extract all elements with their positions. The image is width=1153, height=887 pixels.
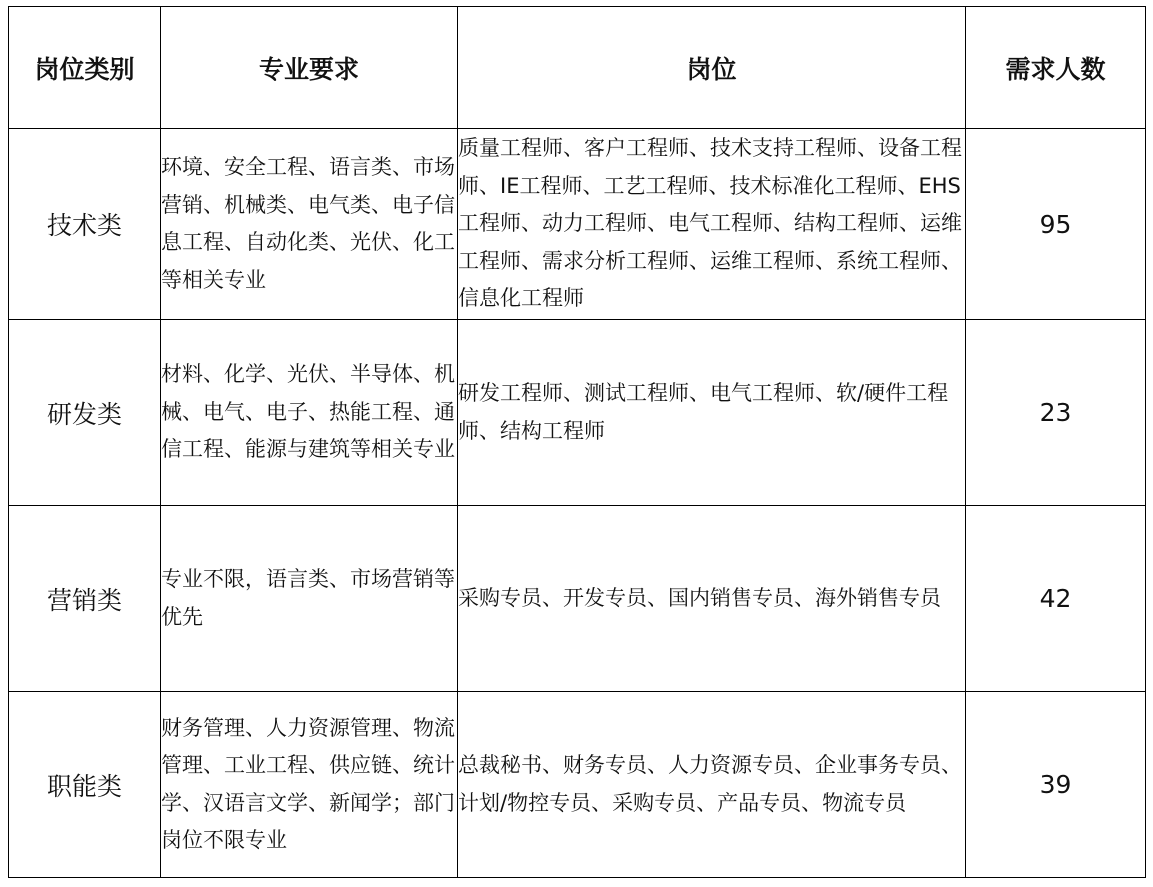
major-cell xyxy=(161,320,458,506)
header-count: 需求人数 xyxy=(966,7,1146,129)
table-row xyxy=(9,692,1146,878)
position-text: 采购专员、开发专员、国内销售专员、海外销售专员 xyxy=(458,585,941,610)
count-cell: 42 xyxy=(966,506,1146,692)
position-text: 质量工程师、客户工程师、技术支持工程师、设备工程师、IE工程师、工艺工程师、技术标准化工程师、EHS工程师、动力工程师、电气工程师、结构工程师、运维工程师、需求分析工程师、运维工程师、系统工程师、信息化工程师 xyxy=(458,136,962,311)
position-cell xyxy=(458,506,966,692)
position-text: 研发工程师、测试工程师、电气工程师、软/硬件工程师、结构工程师 xyxy=(458,381,949,443)
table-row xyxy=(9,320,1146,506)
count-cell: 23 xyxy=(966,320,1146,506)
table-row xyxy=(9,129,1146,320)
header-major: 专业要求 xyxy=(161,7,458,129)
count-cell: 95 xyxy=(966,129,1146,320)
count-cell: 39 xyxy=(966,692,1146,878)
major-text: 材料、化学、光伏、半导体、机械、电气、电子、热能工程、通信工程、能源与建筑等相关专业 xyxy=(161,362,455,462)
position-cell xyxy=(458,692,966,878)
category-cell: 研发类 xyxy=(9,320,161,506)
position-cell xyxy=(458,320,966,506)
header-position: 岗位 xyxy=(458,7,966,129)
table-row xyxy=(9,506,1146,692)
position-cell xyxy=(458,129,966,320)
major-cell xyxy=(161,692,458,878)
major-cell xyxy=(161,129,458,320)
major-text: 财务管理、人力资源管理、物流管理、工业工程、供应链、统计学、汉语言文学、新闻学；部门岗位不限专业 xyxy=(161,715,455,852)
category-cell: 技术类 xyxy=(9,129,161,320)
recruitment-table xyxy=(8,6,1146,878)
header-row xyxy=(9,7,1146,129)
category-cell: 营销类 xyxy=(9,506,161,692)
position-text: 总裁秘书、财务专员、人力资源专员、企业事务专员、计划/物控专员、采购专员、产品专员、物流专员 xyxy=(458,753,962,815)
header-category: 岗位类别 xyxy=(9,7,161,129)
category-cell: 职能类 xyxy=(9,692,161,878)
major-text: 专业不限，语言类、市场营销等优先 xyxy=(161,567,455,629)
major-text: 环境、安全工程、语言类、市场营销、机械类、电气类、电子信息工程、自动化类、光伏、化工等相关专业 xyxy=(161,155,455,292)
major-cell xyxy=(161,506,458,692)
